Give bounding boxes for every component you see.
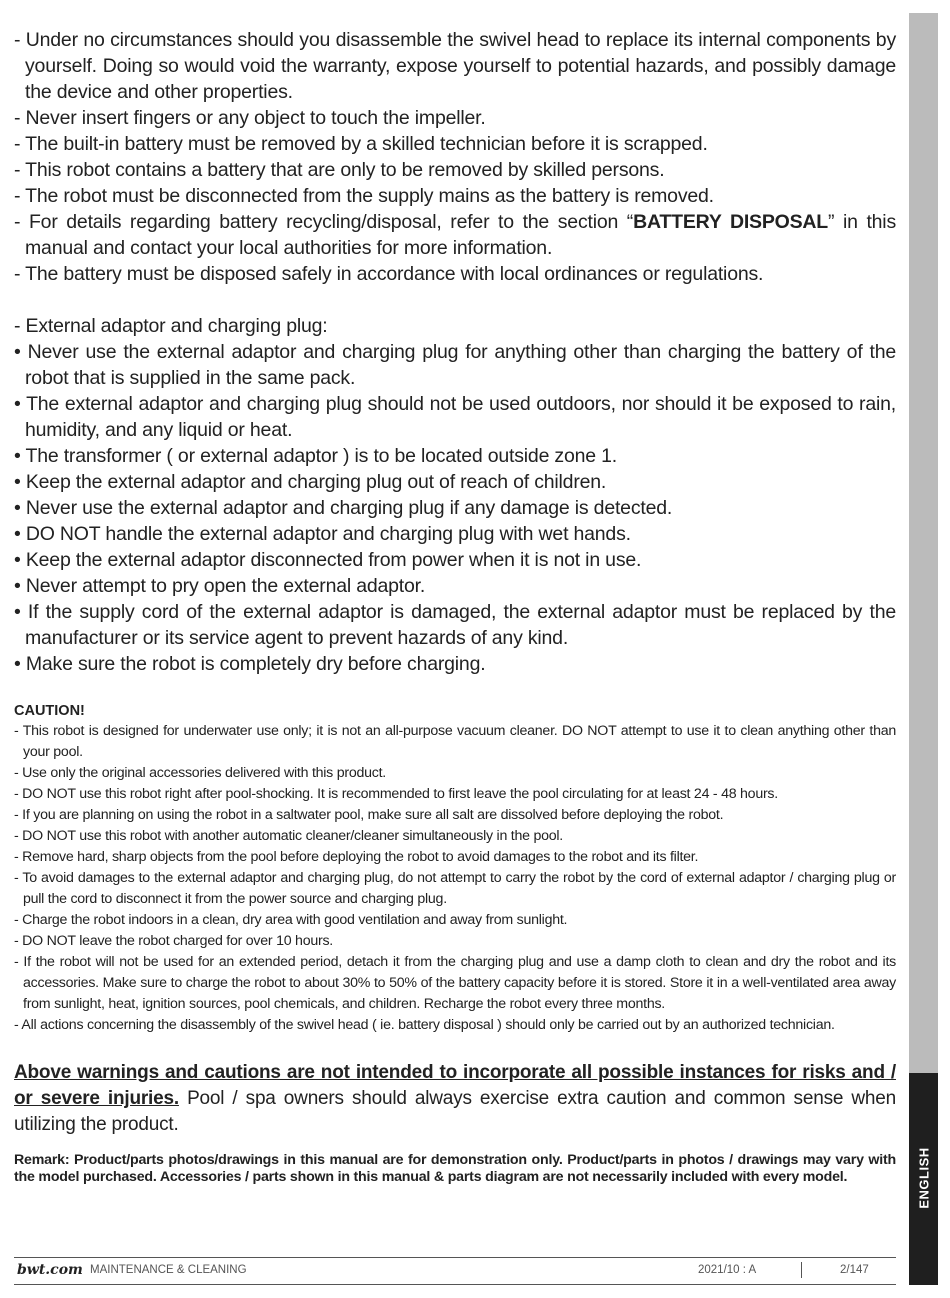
footer-separator bbox=[801, 1262, 802, 1278]
caution-item: - DO NOT use this robot right after pool-shocking. It is recommended to first leave the pool circulating for at least 24 - 48 hours. bbox=[14, 786, 778, 802]
warning-item: - Never insert fingers or any object to touch the impeller. bbox=[14, 107, 486, 129]
battery-disposal-note-after: ” in this manual and contact your local authorities for more information. bbox=[25, 211, 896, 259]
safety-warnings bbox=[14, 27, 896, 677]
warning-item: - The robot must be disconnected from the supply mains as the battery is removed. bbox=[14, 185, 714, 207]
caution-item: - Remove hard, sharp objects from the pool before deploying the robot to avoid damages to the robot and its filter. bbox=[14, 849, 699, 865]
caution-item: - This robot is designed for underwater use only; it is not an all-purpose vacuum cleaner. DO NOT attempt to use it to clean anything other than your pool. bbox=[14, 723, 896, 760]
caution-item: - Charge the robot indoors in a clean, dry area with good ventilation and away from sunlight. bbox=[14, 912, 568, 928]
remark-note: Remark: Product/parts photos/drawings in this manual are for demonstration only. Product/parts in photos / drawings may vary with the model purchased. Accessories / parts shown in this manual & parts diagram are not necessarily included with every model. bbox=[14, 1152, 896, 1185]
caution-item: - All actions concerning the disassembly of the swivel head ( ie. battery disposal ) should only be carried out by an authorized technician. bbox=[14, 1017, 835, 1033]
adaptor-item: • Keep the external adaptor and charging plug out of reach of children. bbox=[14, 471, 607, 493]
adaptor-item: • Never use the external adaptor and charging plug for anything other than charging the battery of the robot that is supplied in the same pack. bbox=[14, 341, 896, 389]
footer-divider-top bbox=[14, 1257, 896, 1258]
warning-item: - The built-in battery must be removed by a skilled technician before it is scrapped. bbox=[14, 133, 708, 155]
language-tab-label: ENGLISH bbox=[916, 1147, 931, 1209]
warning-item: - Under no circumstances should you disassemble the swivel head to replace its internal components by yourself. Doing so would void the warranty, expose yourself to potential hazards, and possibly damage the device and other properties. bbox=[14, 29, 896, 103]
caution-item: - Use only the original accessories delivered with this product. bbox=[14, 765, 386, 781]
page-number: 2/147 bbox=[840, 1264, 869, 1276]
adaptor-item: • Keep the external adaptor disconnected from power when it is not in use. bbox=[14, 549, 642, 571]
disclaimer-emphasis: Above warnings and cautions are not intended to incorporate all possible instances for risks and / or severe injuries. bbox=[14, 1062, 896, 1109]
adaptor-item: • DO NOT handle the external adaptor and charging plug with wet hands. bbox=[14, 523, 631, 545]
adaptor-item: • The transformer ( or external adaptor ) is to be located outside zone 1. bbox=[14, 445, 617, 467]
disclaimer-rest: Pool / spa owners should always exercise extra caution and common sense when utilizing the product. bbox=[14, 1088, 897, 1135]
footer-revision: 2021/10 : A bbox=[698, 1264, 757, 1276]
caution-item: - If you are planning on using the robot in a saltwater pool, make sure all salt are dissolved before deploying the robot. bbox=[14, 807, 724, 823]
adaptor-heading: - External adaptor and charging plug: bbox=[14, 315, 328, 337]
footer-divider-bottom bbox=[14, 1284, 896, 1285]
brand-logo: bwt.com bbox=[17, 1262, 83, 1278]
caution-item: - If the robot will not be used for an extended period, detach it from the charging plug and use a damp cloth to clean and dry the robot and its accessories. Make sure to charge the robot to about 30% to 50% of the battery capacity before it is stored. Store it in a well-ventilated area away from sunlight, heat, ignition sources, pool chemicals, and children. Recharge the robot every three months. bbox=[14, 954, 896, 1012]
caution-item: - DO NOT leave the robot charged for over 10 hours. bbox=[14, 933, 333, 949]
caution-title: CAUTION! bbox=[14, 703, 85, 719]
battery-disposal-section-ref: BATTERY DISPOSAL bbox=[633, 211, 829, 233]
side-gray-bar bbox=[909, 13, 938, 1073]
footer-section-title: MAINTENANCE & CLEANING bbox=[90, 1264, 247, 1276]
adaptor-item: • Never attempt to pry open the external adaptor. bbox=[14, 575, 426, 597]
manual-page-body bbox=[14, 27, 896, 1186]
caution-list bbox=[14, 721, 896, 1036]
adaptor-item: • If the supply cord of the external adaptor is damaged, the external adaptor must be replaced by the manufacturer or its service agent to prevent hazards of any kind. bbox=[14, 601, 896, 649]
battery-disposal-note bbox=[14, 209, 896, 261]
adaptor-item: • Never use the external adaptor and charging plug if any damage is detected. bbox=[14, 497, 673, 519]
adaptor-item: • Make sure the robot is completely dry before charging. bbox=[14, 653, 486, 675]
battery-disposal-note-before: - For details regarding battery recycling/disposal, refer to the section “ bbox=[14, 211, 634, 233]
caution-item: - To avoid damages to the external adaptor and charging plug, do not attempt to carry the robot by the cord of external adaptor / charging plug or pull the cord to disconnect it from the power source and charging plug. bbox=[14, 870, 896, 907]
caution-item: - DO NOT use this robot with another automatic cleaner/cleaner simultaneously in the pool. bbox=[14, 828, 563, 844]
warnings-disclaimer bbox=[14, 1060, 896, 1138]
warning-item: - The battery must be disposed safely in accordance with local ordinances or regulations. bbox=[14, 263, 764, 285]
language-tab bbox=[909, 1073, 938, 1285]
adaptor-item: • The external adaptor and charging plug should not be used outdoors, nor should it be exposed to rain, humidity, and any liquid or heat. bbox=[14, 393, 896, 441]
warning-item: - This robot contains a battery that are only to be removed by skilled persons. bbox=[14, 159, 665, 181]
